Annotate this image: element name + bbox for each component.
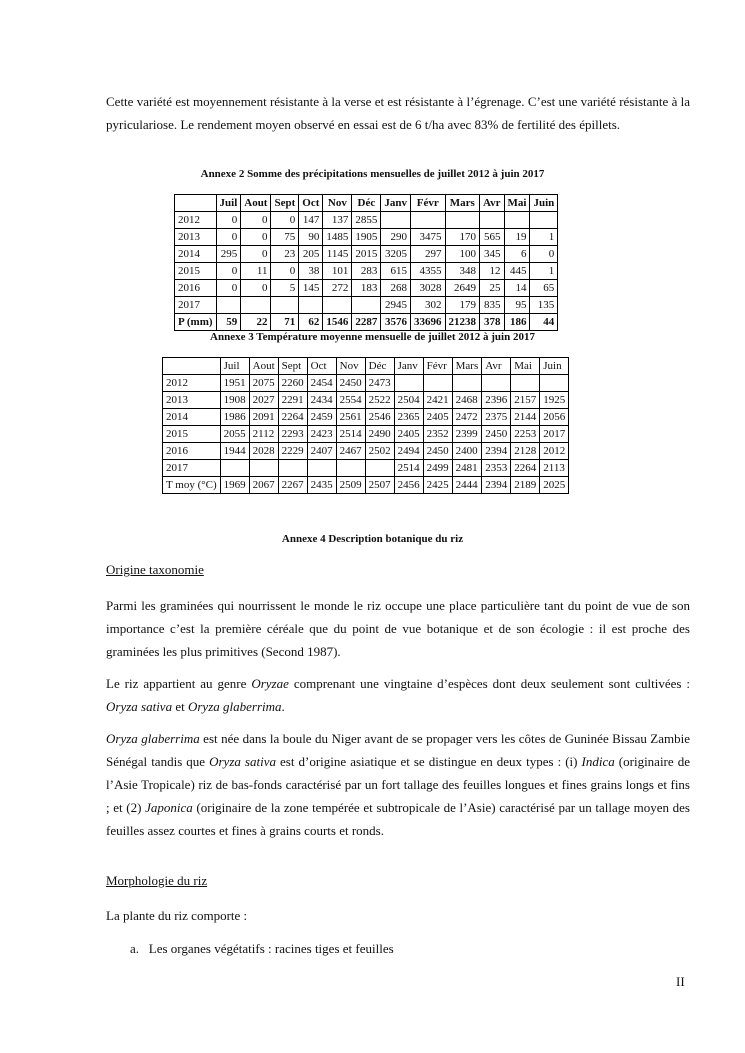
- table-cell: 12: [480, 263, 505, 280]
- table-cell: 145: [299, 280, 323, 297]
- table-cell: 2546: [365, 409, 394, 426]
- table-cell: [249, 460, 278, 477]
- table-row: [163, 358, 569, 375]
- table-cell: 2015: [352, 246, 381, 263]
- species-glaberrima: Oryza glaberrima: [187, 699, 282, 714]
- table-cell: Déc: [352, 195, 381, 212]
- table-cell: 95: [504, 297, 530, 314]
- table-cell: 22: [241, 314, 271, 331]
- table-row: [163, 460, 569, 477]
- table-cell: 2467: [336, 443, 365, 460]
- table-cell: 2012: [540, 443, 569, 460]
- table-cell: 25: [480, 280, 505, 297]
- table-cell: Mars: [452, 358, 482, 375]
- table-cell: 2264: [278, 409, 307, 426]
- table-cell: 2481: [452, 460, 482, 477]
- table-cell: 59: [216, 314, 241, 331]
- table-row: [175, 314, 558, 331]
- table-cell: 2291: [278, 392, 307, 409]
- table-cell: 23: [271, 246, 299, 263]
- table-cell: 2027: [249, 392, 278, 409]
- table-row: [163, 477, 569, 494]
- list-item: [130, 937, 394, 960]
- table-cell: Sept: [278, 358, 307, 375]
- table-cell: 2456: [394, 477, 423, 494]
- table-cell: 2394: [482, 443, 511, 460]
- table-cell: 179: [445, 297, 480, 314]
- page-number: II: [676, 974, 685, 989]
- table-cell: 2444: [452, 477, 482, 494]
- table-row: [175, 229, 558, 246]
- row-label: [175, 195, 217, 212]
- table-cell: 835: [480, 297, 505, 314]
- table-cell: 2113: [540, 460, 569, 477]
- table-cell: 2425: [423, 477, 452, 494]
- table-cell: 2055: [220, 426, 249, 443]
- table-cell: 2375: [482, 409, 511, 426]
- table-row: [175, 246, 558, 263]
- row-label: 2013: [175, 229, 217, 246]
- table-cell: 1905: [352, 229, 381, 246]
- table-cell: 0: [216, 280, 241, 297]
- table-cell: 2855: [352, 212, 381, 229]
- table-cell: Sept: [271, 195, 299, 212]
- table-cell: 1944: [220, 443, 249, 460]
- table-cell: 2264: [511, 460, 540, 477]
- para-genre: Le riz appartient au genre Oryzae comprenant une vingtaine d’espèces dont deux seulement sont cultivées : Oryza sativa et Oryza glaberrima.: [106, 676, 690, 714]
- table-cell: Mai: [504, 195, 530, 212]
- table-cell: 0: [241, 280, 271, 297]
- table-cell: Aout: [241, 195, 271, 212]
- table-cell: 378: [480, 314, 505, 331]
- intro-paragraph: Cette variété est moyennement résistante à la verse et est résistante à l’égrenage. C’est une variété résistante à la pyriculariose. Le rendement moyen observé en essai est de 6 t/ha avec 83% de fertilité des épillets.: [106, 94, 690, 132]
- table-cell: [504, 212, 530, 229]
- table-cell: 295: [216, 246, 241, 263]
- table-cell: 0: [216, 229, 241, 246]
- table-cell: 170: [445, 229, 480, 246]
- table-cell: 2554: [336, 392, 365, 409]
- row-label: 2014: [163, 409, 221, 426]
- table-row: [163, 375, 569, 392]
- table-cell: 44: [530, 314, 558, 331]
- table-cell: 3028: [411, 280, 446, 297]
- table-cell: Mai: [511, 358, 540, 375]
- row-label: T moy (°C): [163, 477, 221, 494]
- table-cell: 101: [323, 263, 352, 280]
- table-cell: 186: [504, 314, 530, 331]
- table-cell: 6: [504, 246, 530, 263]
- row-label: 2016: [163, 443, 221, 460]
- table-cell: Mars: [445, 195, 480, 212]
- species-glaberrima: Oryza glaberrima: [106, 731, 200, 746]
- table-cell: 2396: [482, 392, 511, 409]
- table-cell: 2091: [249, 409, 278, 426]
- table-cell: [381, 212, 411, 229]
- table-cell: 2459: [307, 409, 336, 426]
- table-cell: 75: [271, 229, 299, 246]
- table-cell: 348: [445, 263, 480, 280]
- table-row: [163, 409, 569, 426]
- table-cell: 147: [299, 212, 323, 229]
- table-cell: [220, 460, 249, 477]
- table-cell: Juin: [530, 195, 558, 212]
- table-cell: 3205: [381, 246, 411, 263]
- table-row: [163, 426, 569, 443]
- table-cell: 2405: [394, 426, 423, 443]
- species-sativa: Oryza sativa: [106, 699, 173, 714]
- table-cell: [482, 375, 511, 392]
- table-cell: 71: [271, 314, 299, 331]
- origin-heading: Origine taxonomie: [106, 562, 204, 577]
- table-cell: 0: [216, 263, 241, 280]
- table-cell: 2157: [511, 392, 540, 409]
- table-cell: 1546: [323, 314, 352, 331]
- table-cell: 0: [271, 212, 299, 229]
- table-cell: 1: [530, 229, 558, 246]
- table-cell: 2229: [278, 443, 307, 460]
- table-cell: 2353: [482, 460, 511, 477]
- table-cell: Juil: [220, 358, 249, 375]
- table-cell: 2435: [307, 477, 336, 494]
- row-label: 2016: [175, 280, 217, 297]
- table-cell: 2421: [423, 392, 452, 409]
- table-cell: 2112: [249, 426, 278, 443]
- table-cell: 2400: [452, 443, 482, 460]
- para-origine: Oryza glaberrima est née dans la boule du Niger avant de se propager vers les côtes de Guninée Bissau Zambie Sénégal tandis que Oryza sativa est d’origine asiatique et se distingue en deux types : (i) Indica (originaire de l’Asie Tropicale) riz de bas-fonds caractérisé par un fort tallage des feuilles longues et fines grains longs et fins ; et (2) Japonica (originaire de la zone tempérée et subtropicale de l’Asie) caractérisé par un tallage moyen des feuilles assez courtes et fines à grains courts et ronds.: [106, 731, 690, 838]
- table-cell: [216, 297, 241, 314]
- table-cell: [352, 297, 381, 314]
- table-cell: 2399: [452, 426, 482, 443]
- table-cell: 297: [411, 246, 446, 263]
- table-cell: Nov: [336, 358, 365, 375]
- table-cell: 2028: [249, 443, 278, 460]
- annex3-caption: Annexe 3 Température moyenne mensuelle de juillet 2012 à juin 2017: [210, 331, 535, 343]
- table-cell: 565: [480, 229, 505, 246]
- table-cell: 2499: [423, 460, 452, 477]
- table-cell: [271, 297, 299, 314]
- table-cell: 302: [411, 297, 446, 314]
- table-cell: 2423: [307, 426, 336, 443]
- table-cell: 2293: [278, 426, 307, 443]
- type-indica: Indica: [581, 754, 615, 769]
- table-cell: 2260: [278, 375, 307, 392]
- table-cell: 135: [530, 297, 558, 314]
- table-cell: Aout: [249, 358, 278, 375]
- table-cell: Déc: [365, 358, 394, 375]
- table-cell: 33696: [411, 314, 446, 331]
- table-cell: 445: [504, 263, 530, 280]
- table-cell: 2394: [482, 477, 511, 494]
- table-cell: 2405: [423, 409, 452, 426]
- table-cell: 2473: [365, 375, 394, 392]
- annex4-caption: Annexe 4 Description botanique du riz: [281, 533, 464, 545]
- table-cell: 2017: [540, 426, 569, 443]
- table-cell: [278, 460, 307, 477]
- table-cell: 38: [299, 263, 323, 280]
- type-japonica: Japonica: [145, 800, 193, 815]
- table-cell: 2504: [394, 392, 423, 409]
- table-cell: 0: [241, 229, 271, 246]
- table-cell: [511, 375, 540, 392]
- table-cell: 1908: [220, 392, 249, 409]
- table-cell: [336, 460, 365, 477]
- table-cell: [307, 460, 336, 477]
- row-label: 2014: [175, 246, 217, 263]
- table-cell: 2514: [394, 460, 423, 477]
- table-cell: [452, 375, 482, 392]
- table-cell: Juil: [216, 195, 241, 212]
- table-cell: 268: [381, 280, 411, 297]
- table-cell: Avr: [480, 195, 505, 212]
- table-row: [163, 443, 569, 460]
- row-label: 2015: [175, 263, 217, 280]
- table-cell: 2407: [307, 443, 336, 460]
- table-cell: 65: [530, 280, 558, 297]
- table-cell: 14: [504, 280, 530, 297]
- table-cell: Juin: [540, 358, 569, 375]
- table-cell: 2502: [365, 443, 394, 460]
- table-cell: 2352: [423, 426, 452, 443]
- table-cell: 0: [241, 212, 271, 229]
- table-cell: 62: [299, 314, 323, 331]
- table-cell: 2490: [365, 426, 394, 443]
- table-cell: [540, 375, 569, 392]
- table-cell: 1986: [220, 409, 249, 426]
- table-cell: 2365: [394, 409, 423, 426]
- annex2-caption: Annexe 2 Somme des précipitations mensuelles de juillet 2012 à juin 2017: [200, 168, 545, 180]
- table-cell: 2507: [365, 477, 394, 494]
- table-cell: 2434: [307, 392, 336, 409]
- table-cell: 272: [323, 280, 352, 297]
- table-cell: 2450: [336, 375, 365, 392]
- table-cell: 2189: [511, 477, 540, 494]
- table-cell: 2450: [423, 443, 452, 460]
- table-cell: 2561: [336, 409, 365, 426]
- row-label: 2012: [163, 375, 221, 392]
- table-cell: 137: [323, 212, 352, 229]
- table-cell: 183: [352, 280, 381, 297]
- table-cell: 0: [530, 246, 558, 263]
- table-cell: 2454: [307, 375, 336, 392]
- table-cell: 90: [299, 229, 323, 246]
- list-item-text: Les organes végétatifs : racines tiges et feuilles: [148, 941, 394, 956]
- table-cell: 2025: [540, 477, 569, 494]
- table-cell: 2945: [381, 297, 411, 314]
- table-row: [175, 280, 558, 297]
- table-cell: [530, 212, 558, 229]
- table-cell: Avr: [482, 358, 511, 375]
- table-cell: 283: [352, 263, 381, 280]
- table-row: [163, 392, 569, 409]
- para-plante: La plante du riz comporte :: [106, 908, 248, 923]
- table-cell: [480, 212, 505, 229]
- table-row: [175, 263, 558, 280]
- table-cell: Janv: [381, 195, 411, 212]
- table-cell: 205: [299, 246, 323, 263]
- row-label: P (mm): [175, 314, 217, 331]
- table-cell: 3475: [411, 229, 446, 246]
- table-cell: 1145: [323, 246, 352, 263]
- morphology-heading: Morphologie du riz: [106, 873, 208, 888]
- table-cell: 100: [445, 246, 480, 263]
- table-cell: 1925: [540, 392, 569, 409]
- table-cell: 1485: [323, 229, 352, 246]
- table-cell: 2514: [336, 426, 365, 443]
- table-cell: Nov: [323, 195, 352, 212]
- table-row: [175, 212, 558, 229]
- genus-name: Oryzae: [251, 676, 289, 691]
- table-cell: [299, 297, 323, 314]
- table-cell: [423, 375, 452, 392]
- table-cell: 11: [241, 263, 271, 280]
- list-marker: a.: [130, 941, 140, 956]
- table-cell: 21238: [445, 314, 480, 331]
- table-cell: 1: [530, 263, 558, 280]
- table-cell: [445, 212, 480, 229]
- table-cell: Janv: [394, 358, 423, 375]
- table-cell: 345: [480, 246, 505, 263]
- table-cell: [365, 460, 394, 477]
- table-cell: [241, 297, 271, 314]
- table-cell: [411, 212, 446, 229]
- table-cell: 5: [271, 280, 299, 297]
- species-sativa: Oryza sativa: [209, 754, 276, 769]
- table-cell: 2075: [249, 375, 278, 392]
- table-cell: 615: [381, 263, 411, 280]
- table-cell: 2144: [511, 409, 540, 426]
- table-cell: [394, 375, 423, 392]
- row-label: 2012: [175, 212, 217, 229]
- table-row: [175, 297, 558, 314]
- row-label: 2017: [175, 297, 217, 314]
- table-cell: 2472: [452, 409, 482, 426]
- temperature-table: [162, 357, 569, 494]
- table-cell: 2450: [482, 426, 511, 443]
- row-label: [163, 358, 221, 375]
- table-cell: 2522: [365, 392, 394, 409]
- precipitation-table: [174, 194, 558, 331]
- table-cell: Oct: [307, 358, 336, 375]
- table-cell: [323, 297, 352, 314]
- table-cell: Févr: [411, 195, 446, 212]
- table-cell: 290: [381, 229, 411, 246]
- row-label: 2015: [163, 426, 221, 443]
- table-cell: 0: [241, 246, 271, 263]
- table-cell: 4355: [411, 263, 446, 280]
- table-cell: 2128: [511, 443, 540, 460]
- table-cell: 2468: [452, 392, 482, 409]
- table-cell: Févr: [423, 358, 452, 375]
- table-cell: 2067: [249, 477, 278, 494]
- table-cell: 3576: [381, 314, 411, 331]
- table-cell: 0: [216, 212, 241, 229]
- table-cell: 19: [504, 229, 530, 246]
- table-cell: Oct: [299, 195, 323, 212]
- table-cell: 2509: [336, 477, 365, 494]
- table-cell: 0: [271, 263, 299, 280]
- table-row: [175, 195, 558, 212]
- row-label: 2013: [163, 392, 221, 409]
- row-label: 2017: [163, 460, 221, 477]
- table-cell: 2056: [540, 409, 569, 426]
- table-cell: 2494: [394, 443, 423, 460]
- para-graminees: Parmi les graminées qui nourrissent le monde le riz occupe une place particulière tant du point de vue de son importance c’est la première céréale que du point de vue botanique et de son écologie : il est proche des graminées les plus primitives (Second 1987).: [106, 598, 690, 659]
- table-cell: 2649: [445, 280, 480, 297]
- table-cell: 2253: [511, 426, 540, 443]
- table-cell: 1951: [220, 375, 249, 392]
- table-cell: 1969: [220, 477, 249, 494]
- table-cell: 2267: [278, 477, 307, 494]
- table-cell: 2287: [352, 314, 381, 331]
